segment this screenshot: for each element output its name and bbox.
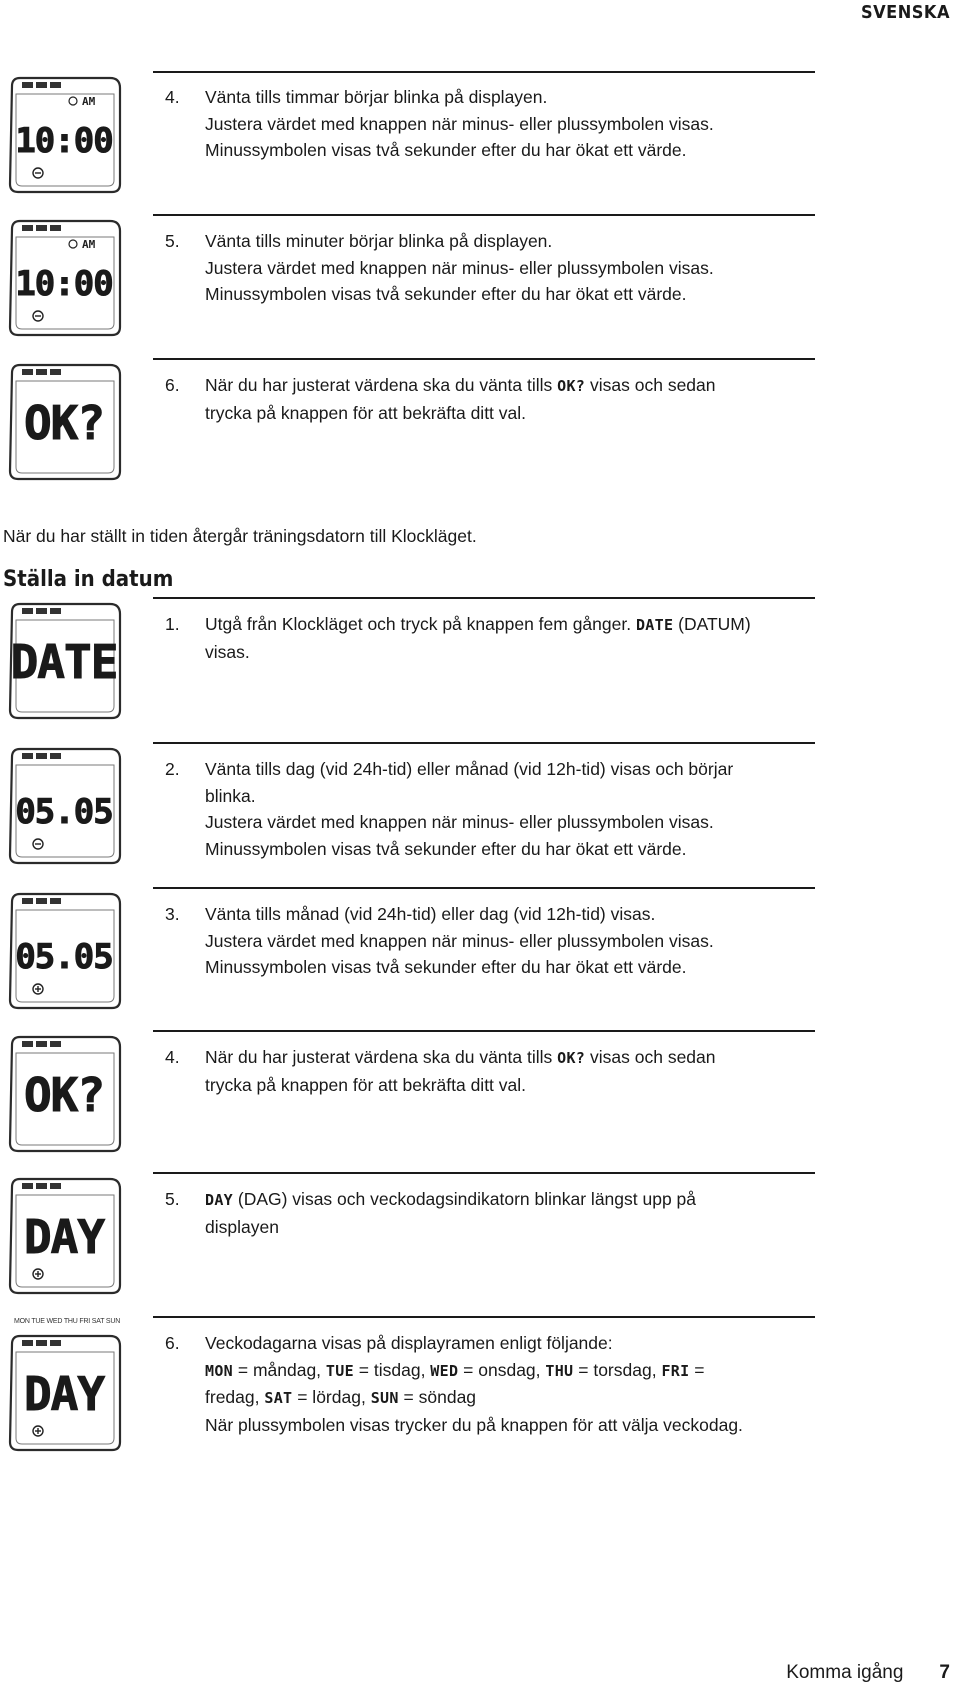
date-step-2 xyxy=(165,756,825,862)
indicator-segment xyxy=(50,225,61,231)
section-title: Ställa in datum xyxy=(3,567,174,592)
indicator-segment xyxy=(36,1041,47,1047)
indicator-segment xyxy=(50,1041,61,1047)
watch-display-day xyxy=(2,1173,126,1297)
watch-illustration xyxy=(2,215,126,339)
step-number: 1. xyxy=(165,614,180,634)
after-time-text: När du har ställt in tiden återgår träningsdatorn till Klockläget. xyxy=(3,526,477,546)
watch-display-month-value xyxy=(2,888,126,1012)
step-line: Minussymbolen visas två sekunder efter du har ökat ett värde. xyxy=(205,140,687,160)
step-number: 5. xyxy=(165,1189,180,1209)
footer-section: Komma igång xyxy=(786,1662,904,1683)
divider xyxy=(153,1316,815,1318)
lcd-digits: DATE xyxy=(10,635,118,689)
indicator-segment xyxy=(36,608,47,614)
lcd-digits: OK? xyxy=(23,396,105,450)
step-line: trycka på knappen för att bekräfta ditt val. xyxy=(205,1074,527,1095)
watch-illustration xyxy=(2,743,126,867)
step-line: Vänta tills dag (vid 24h-tid) eller månad (vid 12h-tid) visas och börjar xyxy=(205,759,734,779)
step-number: 2. xyxy=(165,759,180,779)
indicator-segment xyxy=(22,1340,33,1346)
indicator-segment xyxy=(50,898,61,904)
step-number: 6. xyxy=(165,1333,180,1353)
indicator-segment xyxy=(50,82,61,88)
lcd-word: OK? xyxy=(557,1049,586,1067)
indicator-segment xyxy=(36,1183,47,1189)
date-step-5 xyxy=(165,1186,825,1240)
day-code: MON xyxy=(205,1361,233,1380)
indicator-segment xyxy=(22,225,33,231)
watch-illustration xyxy=(2,1031,126,1155)
step-line: Justera värdet med knappen när minus- eller plussymbolen visas. xyxy=(205,930,714,951)
step-line: Justera värdet med knappen när minus- eller plussymbolen visas. xyxy=(205,812,714,832)
divider xyxy=(153,1030,815,1032)
day-code: FRI xyxy=(661,1361,690,1380)
step-line: Minussymbolen visas två sekunder efter du har ökat ett värde. xyxy=(205,284,687,304)
am-indicator: AM xyxy=(82,95,96,108)
watch-illustration xyxy=(2,1330,126,1454)
lcd-digits: DAY xyxy=(23,1210,105,1264)
indicator-segment xyxy=(22,753,33,759)
indicator-segment xyxy=(36,369,47,375)
step-line: Utgå från Klockläget och tryck på knappen fem gånger. DATE (DATUM) xyxy=(205,614,751,634)
weekday-labels: MON TUE WED THU FRI SAT SUN xyxy=(14,1318,121,1325)
watch-display-ok xyxy=(2,359,126,483)
am-indicator: AM xyxy=(82,238,96,251)
indicator-segment xyxy=(22,608,33,614)
divider xyxy=(153,742,815,744)
indicator-segment xyxy=(50,1340,61,1346)
step-line: blinka. xyxy=(205,785,256,806)
indicator-segment xyxy=(50,1183,61,1189)
day-code: SAT xyxy=(264,1389,293,1407)
step-line: Justera värdet med knappen när minus- eller plussymbolen visas. xyxy=(205,257,714,278)
step-line: Justera värdet med knappen när minus- eller plussymbolen visas. xyxy=(205,113,714,134)
date-step-4 xyxy=(165,1044,825,1098)
day-code: WED xyxy=(430,1361,459,1380)
lcd-digits: OK? xyxy=(23,1068,105,1122)
indicator-segment xyxy=(50,608,61,614)
step-line: Veckodagarna visas på displayramen enligt följande: xyxy=(205,1333,613,1353)
page-footer xyxy=(786,1662,950,1684)
lcd-word: OK? xyxy=(557,377,586,395)
time-step-5 xyxy=(165,228,825,308)
indicator-segment xyxy=(36,898,47,904)
watch-illustration xyxy=(2,888,126,1012)
divider xyxy=(153,597,815,599)
indicator-segment xyxy=(22,369,33,375)
divider xyxy=(153,71,815,73)
watch-illustration xyxy=(2,72,126,196)
date-step-1 xyxy=(165,611,825,665)
step-line: Vänta tills månad (vid 24h-tid) eller dag (vid 12h-tid) visas. xyxy=(205,904,656,924)
watch-display-time-hours xyxy=(2,72,126,196)
lcd-digits: 05.05 xyxy=(15,937,113,977)
lcd-digits: 10:00 xyxy=(15,264,113,304)
watch-display-time-minutes xyxy=(2,215,126,339)
time-step-6 xyxy=(165,372,825,426)
language-header: SVENSKA xyxy=(860,2,950,23)
lcd-digits: 10:00 xyxy=(15,121,113,161)
step-number: 4. xyxy=(165,1047,180,1067)
divider xyxy=(153,214,815,216)
step-line: Vänta tills timmar börjar blinka på displayen. xyxy=(205,87,548,107)
watch-display-day-weekday xyxy=(2,1330,126,1454)
indicator-segment xyxy=(36,1340,47,1346)
step-line: DAY (DAG) visas och veckodagsindikatorn blinkar längst upp på xyxy=(205,1189,697,1209)
indicator-segment xyxy=(36,753,47,759)
step-line: trycka på knappen för att bekräfta ditt val. xyxy=(205,402,527,423)
step-line: displayen xyxy=(205,1216,279,1237)
lcd-digits: 05.05 xyxy=(15,792,113,832)
step-number: 5. xyxy=(165,231,180,251)
lcd-digits: DAY xyxy=(23,1367,105,1421)
indicator-segment xyxy=(22,82,33,88)
indicator-segment xyxy=(22,1183,33,1189)
step-line: När plussymbolen visas trycker du på knappen för att välja veckodag. xyxy=(205,1414,743,1435)
time-step-4 xyxy=(165,84,825,164)
page-number: 7 xyxy=(939,1662,950,1683)
indicator-segment xyxy=(50,369,61,375)
step-line: fredag, SAT = lördag, SUN = söndag xyxy=(205,1387,477,1407)
step-line: När du har justerat värdena ska du vänta tills OK? visas och sedan xyxy=(205,1047,716,1067)
step-number: 4. xyxy=(165,87,180,107)
step-line: MON = måndag, TUE = tisdag, WED = onsdag, THU = torsdag, FRI = xyxy=(205,1359,705,1380)
watch-display-date xyxy=(2,598,126,722)
date-step-6 xyxy=(165,1330,825,1438)
divider xyxy=(153,1172,815,1174)
step-number: 6. xyxy=(165,375,180,395)
indicator-segment xyxy=(22,898,33,904)
watch-display-day-value xyxy=(2,743,126,867)
indicator-segment xyxy=(36,225,47,231)
step-line: Minussymbolen visas två sekunder efter du har ökat ett värde. xyxy=(205,957,687,977)
indicator-segment xyxy=(50,753,61,759)
indicator-segment xyxy=(36,82,47,88)
lcd-word: DAY xyxy=(205,1191,233,1209)
step-line: När du har justerat värdena ska du vänta tills OK? visas och sedan xyxy=(205,375,716,395)
step-line: Vänta tills minuter börjar blinka på displayen. xyxy=(205,231,553,251)
watch-illustration xyxy=(2,359,126,483)
watch-illustration xyxy=(2,598,126,722)
day-code: THU xyxy=(545,1361,574,1380)
watch-illustration xyxy=(2,1173,126,1297)
step-number: 3. xyxy=(165,904,180,924)
indicator-segment xyxy=(22,1041,33,1047)
step-line: visas. xyxy=(205,641,250,662)
day-code: SUN xyxy=(370,1389,399,1407)
step-line: Minussymbolen visas två sekunder efter du har ökat ett värde. xyxy=(205,838,687,859)
divider xyxy=(153,887,815,889)
divider xyxy=(153,358,815,360)
date-step-3 xyxy=(165,901,825,981)
watch-display-ok-2 xyxy=(2,1031,126,1155)
day-code: TUE xyxy=(325,1361,354,1380)
lcd-word: DATE xyxy=(635,616,674,634)
